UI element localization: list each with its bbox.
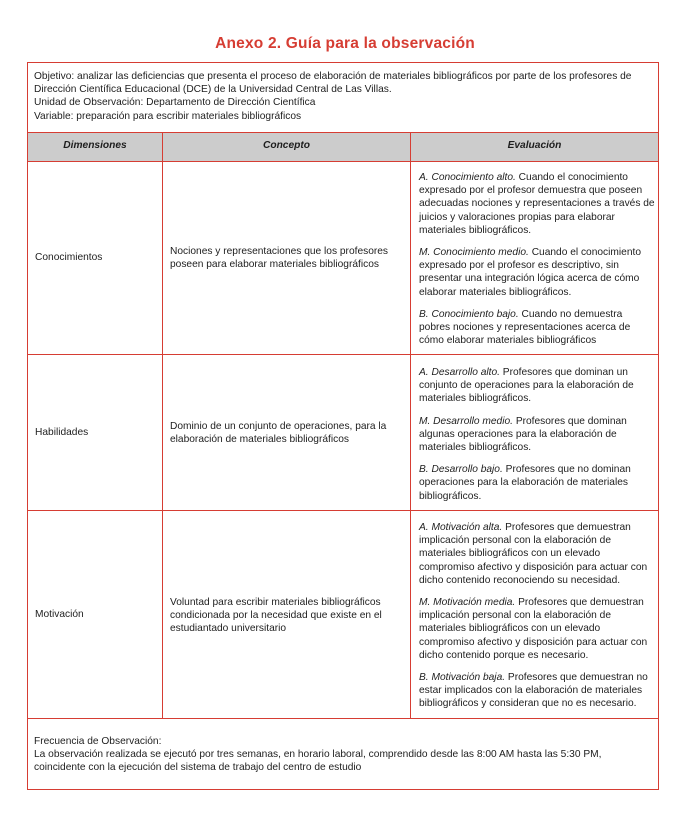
evaluacion-item bbox=[419, 171, 655, 237]
evaluacion-level: A. Motivación alta. bbox=[419, 522, 503, 533]
evaluacion-level: B. Motivación baja. bbox=[419, 672, 506, 684]
concepto-motivacion: Voluntad para escribir materiales bibliográficos condicionada por la necesidad que existe en el estudiantado universitario bbox=[170, 597, 382, 635]
evaluacion-motivacion bbox=[419, 521, 655, 720]
evaluacion-item bbox=[419, 366, 655, 406]
concepto-conocimientos: Nociones y representaciones que los profesores poseen para elaborar materiales bibliográficos bbox=[170, 246, 389, 271]
evaluacion-description: Cuando el conocimiento expresado por el profesor demuestra que poseen adecuadas nociones y representaciones a través de juicios y valoraciones propias para elaborar materiales bibliográficos. bbox=[419, 172, 655, 236]
evaluacion-item bbox=[419, 596, 655, 662]
evaluacion-description: Profesores que dominan un conjunto de operaciones para la elaboración de materiales bibliográficos. bbox=[419, 367, 634, 405]
evaluacion-item bbox=[419, 246, 655, 299]
evaluacion-description: Profesores que no dominan operaciones para la elaboración de materiales bibliográficos. bbox=[419, 464, 631, 502]
evaluacion-level: M. Desarrollo medio. bbox=[419, 415, 513, 427]
evaluacion-item bbox=[419, 308, 655, 348]
evaluacion-level: M. Motivación media. bbox=[419, 597, 516, 609]
header-dimensiones: Dimensiones bbox=[63, 140, 127, 151]
evaluacion-description: Profesores que demuestran implicación personal con la elaboración de materiales bibliográficos con un elevado compromiso afectivo y disposición para actuar con dicho contenido porque es necesario. bbox=[419, 597, 648, 661]
evaluacion-description: Profesores que demuestran no estar implicados con la elaboración de materiales bibliográficos y consideran que no es necesario. bbox=[419, 672, 648, 710]
evaluacion-description: Profesores que dominan algunas operaciones para la elaboración de materiales bibliográficos. bbox=[419, 415, 627, 454]
evaluacion-level: B. Desarrollo bajo. bbox=[419, 464, 503, 476]
concepto-habilidades: Dominio de un conjunto de operaciones, para la elaboración de materiales bibliográficos bbox=[170, 421, 387, 446]
header-evaluacion: Evaluación bbox=[507, 140, 562, 151]
evaluacion-description: Cuando el conocimiento expresado por el profesor es descriptivo, sin presentar una integración lógica acerca de cómo elaborar materiales bibliográficos. bbox=[419, 247, 641, 298]
evaluacion-level: A. Desarrollo alto. bbox=[419, 367, 500, 378]
evaluacion-item bbox=[419, 671, 655, 711]
evaluacion-item bbox=[419, 415, 655, 455]
evaluacion-item bbox=[419, 521, 655, 587]
intro-block bbox=[34, 70, 649, 123]
evaluacion-habilidades bbox=[419, 366, 655, 512]
frecuencia-block bbox=[34, 735, 654, 775]
evaluacion-level: M. Conocimiento medio. bbox=[419, 247, 529, 259]
evaluacion-item bbox=[419, 463, 655, 503]
column-divider-2 bbox=[410, 132, 411, 718]
evaluacion-level: A. Conocimiento alto. bbox=[419, 172, 516, 183]
evaluacion-description: Cuando no demuestra pobres nociones y representaciones acerca de cómo elaborar materiales bibliográficos bbox=[419, 308, 631, 347]
dimension-motivacion: Motivación bbox=[35, 609, 84, 620]
unidad-text: Unidad de Observación: Departamento de Dirección Científica bbox=[34, 97, 316, 109]
column-divider-1 bbox=[162, 132, 163, 718]
evaluacion-level: B. Conocimiento bajo. bbox=[419, 308, 519, 320]
page-title: Anexo 2. Guía para la observación bbox=[215, 35, 475, 52]
objetivo-text: Objetivo: analizar las deficiencias que presenta el proceso de elaboración de materiales bibliográficos por parte de los profesores de Dirección Científica Educacional (DCE) de la Universidad Central de Las Villas. bbox=[34, 71, 632, 96]
evaluacion-description: Profesores que demuestran implicación personal con la elaboración de materiales bibliográficos con un elevado compromiso afectivo y disposición para actuar con dicho contenido reconociendo su necesidad. bbox=[419, 522, 648, 586]
header-concepto: Concepto bbox=[263, 140, 310, 151]
frecuencia-label: Frecuencia de Observación: bbox=[34, 736, 162, 747]
dimension-habilidades: Habilidades bbox=[35, 427, 89, 438]
dimension-conocimientos: Conocimientos bbox=[35, 252, 103, 263]
evaluacion-conocimientos bbox=[419, 171, 655, 356]
header-bottom-border bbox=[27, 161, 659, 162]
frecuencia-text: La observación realizada se ejecutó por tres semanas, en horario laboral, comprendido desde las 8:00 AM hasta las 5:30 PM, coincidente con la ejecución del sistema de trabajo del centro de estudio bbox=[34, 749, 602, 774]
variable-text: Variable: preparación para escribir materiales bibliográficos bbox=[34, 110, 302, 122]
